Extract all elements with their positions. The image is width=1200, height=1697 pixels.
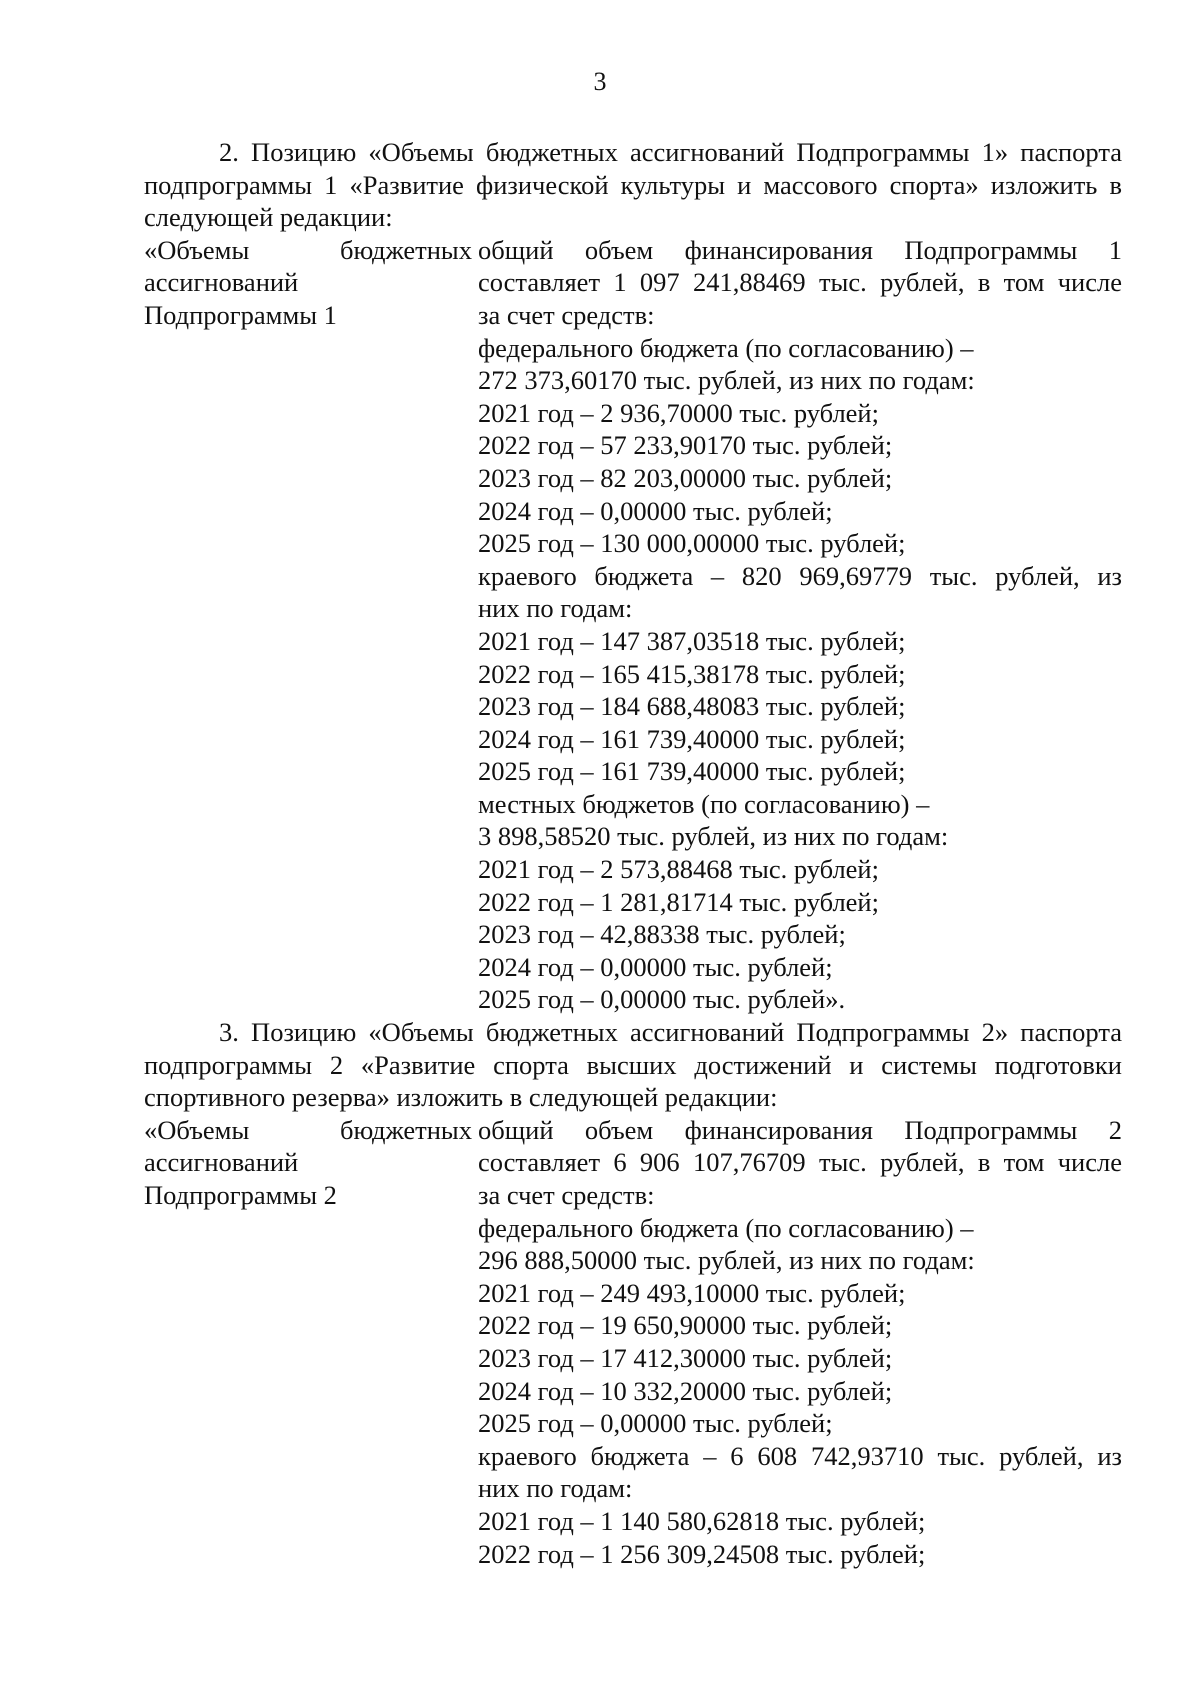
item-3-line: 2023 год – 17 412,30000 тыс. рублей; (478, 1342, 893, 1373)
item-2-label-word-1: «Объемы (144, 234, 250, 265)
item-3-line: 2024 год – 10 332,20000 тыс. рублей; (478, 1375, 893, 1406)
item-2-line: 2022 год – 57 233,90170 тыс. рублей; (478, 430, 893, 461)
item-2-label (144, 234, 478, 1016)
item-3-label (144, 1114, 478, 1570)
document-body (144, 136, 1122, 1570)
item-2-line: 2024 год – 161 739,40000 тыс. рублей; (478, 723, 906, 754)
item-2-line: 2024 год – 0,00000 тыс. рублей; (478, 495, 833, 526)
item-3-label-line-3: Подпрограммы 2 (144, 1180, 337, 1210)
item-3-line: краевого бюджета – 6 608 742,93710 тыс. рублей, из (478, 1440, 1122, 1471)
item-3-values (478, 1114, 1122, 1570)
item-2-line: 2021 год – 147 387,03518 тыс. рублей; (478, 625, 906, 656)
item-3-line: за счет средств: (478, 1180, 655, 1210)
item-3-label-line-2: ассигнований (144, 1147, 299, 1178)
item-3-line: них по годам: (478, 1473, 633, 1504)
item-2-label-line-2: ассигнований (144, 267, 299, 298)
page-number: 3 (593, 67, 607, 96)
item-2-line: федерального бюджета (по согласованию) – (478, 332, 974, 363)
item-2-line: 2023 год – 184 688,48083 тыс. рублей; (478, 691, 906, 722)
item-2-line: 2024 год – 0,00000 тыс. рублей; (478, 951, 833, 982)
item-2-line: 2021 год – 2 573,88468 тыс. рублей; (478, 854, 879, 885)
item-2-line: 272 373,60170 тыс. рублей, из них по годам: (478, 365, 975, 396)
item-3-label-word-1: «Объемы (144, 1114, 250, 1145)
item-2-line: местных бюджетов (по согласованию) – (478, 788, 930, 819)
item-3-line: составляет 6 906 107,76709 тыс. рублей, в том числе (478, 1147, 1122, 1178)
item-2-line: 2025 год – 0,00000 тыс. рублей». (478, 984, 846, 1015)
item-3-line: 2021 год – 1 140 580,62818 тыс. рублей; (478, 1505, 926, 1536)
item-2-label-line-3: Подпрограммы 1 (144, 299, 337, 330)
item-3-line: общий объем финансирования Подпрограммы 2 (478, 1114, 1122, 1145)
item-3-line: 2022 год – 19 650,90000 тыс. рублей; (478, 1310, 893, 1341)
item-2-line: общий объем финансирования Подпрограммы 1 (478, 234, 1122, 265)
item-3-line: 2022 год – 1 256 309,24508 тыс. рублей; (478, 1538, 926, 1569)
item-2-line: составляет 1 097 241,88469 тыс. рублей, в том числе (478, 267, 1122, 298)
item-2-label-word-2: бюджетных (340, 234, 472, 265)
item-2-line: 3 898,58520 тыс. рублей, из них по годам: (478, 821, 949, 852)
item-2-line: 2023 год – 42,88338 тыс. рублей; (478, 919, 846, 950)
item-2-line: 2022 год – 165 415,38178 тыс. рублей; (478, 658, 906, 689)
item-3-line: 2021 год – 249 493,10000 тыс. рублей; (478, 1277, 906, 1308)
item-3-heading: 3. Позицию «Объемы бюджетных ассигнований Подпрограммы 2» паспорта подпрограммы 2 «Развитие спорта высших достижений и системы подготовки спортивного резерва» изложить в следующей редакции: (144, 1017, 1122, 1113)
item-2-table (144, 234, 1122, 1016)
item-2-line: за счет средств: (478, 299, 655, 330)
item-2-line: краевого бюджета – 820 969,69779 тыс. рублей, из (478, 560, 1122, 591)
item-2-line: 2025 год – 130 000,00000 тыс. рублей; (478, 528, 906, 559)
item-2-line: 2023 год – 82 203,00000 тыс. рублей; (478, 462, 893, 493)
item-3-line: федерального бюджета (по согласованию) – (478, 1212, 974, 1243)
item-2-heading: 2. Позицию «Объемы бюджетных ассигнований Подпрограммы 1» паспорта подпрограммы 1 «Развитие физической культуры и массового спорта» изложить в следующей редакции: (144, 137, 1122, 233)
item-2-line: 2021 год – 2 936,70000 тыс. рублей; (478, 397, 879, 428)
item-2-line: 2022 год – 1 281,81714 тыс. рублей; (478, 886, 879, 917)
item-3-table (144, 1114, 1122, 1570)
item-3-line: 2025 год – 0,00000 тыс. рублей; (478, 1408, 833, 1439)
item-2-line: 2025 год – 161 739,40000 тыс. рублей; (478, 756, 906, 787)
item-2-line: них по годам: (478, 593, 633, 624)
item-2-values (478, 234, 1122, 1016)
item-3-line: 296 888,50000 тыс. рублей, из них по годам: (478, 1245, 975, 1276)
item-3-label-word-2: бюджетных (340, 1114, 472, 1145)
